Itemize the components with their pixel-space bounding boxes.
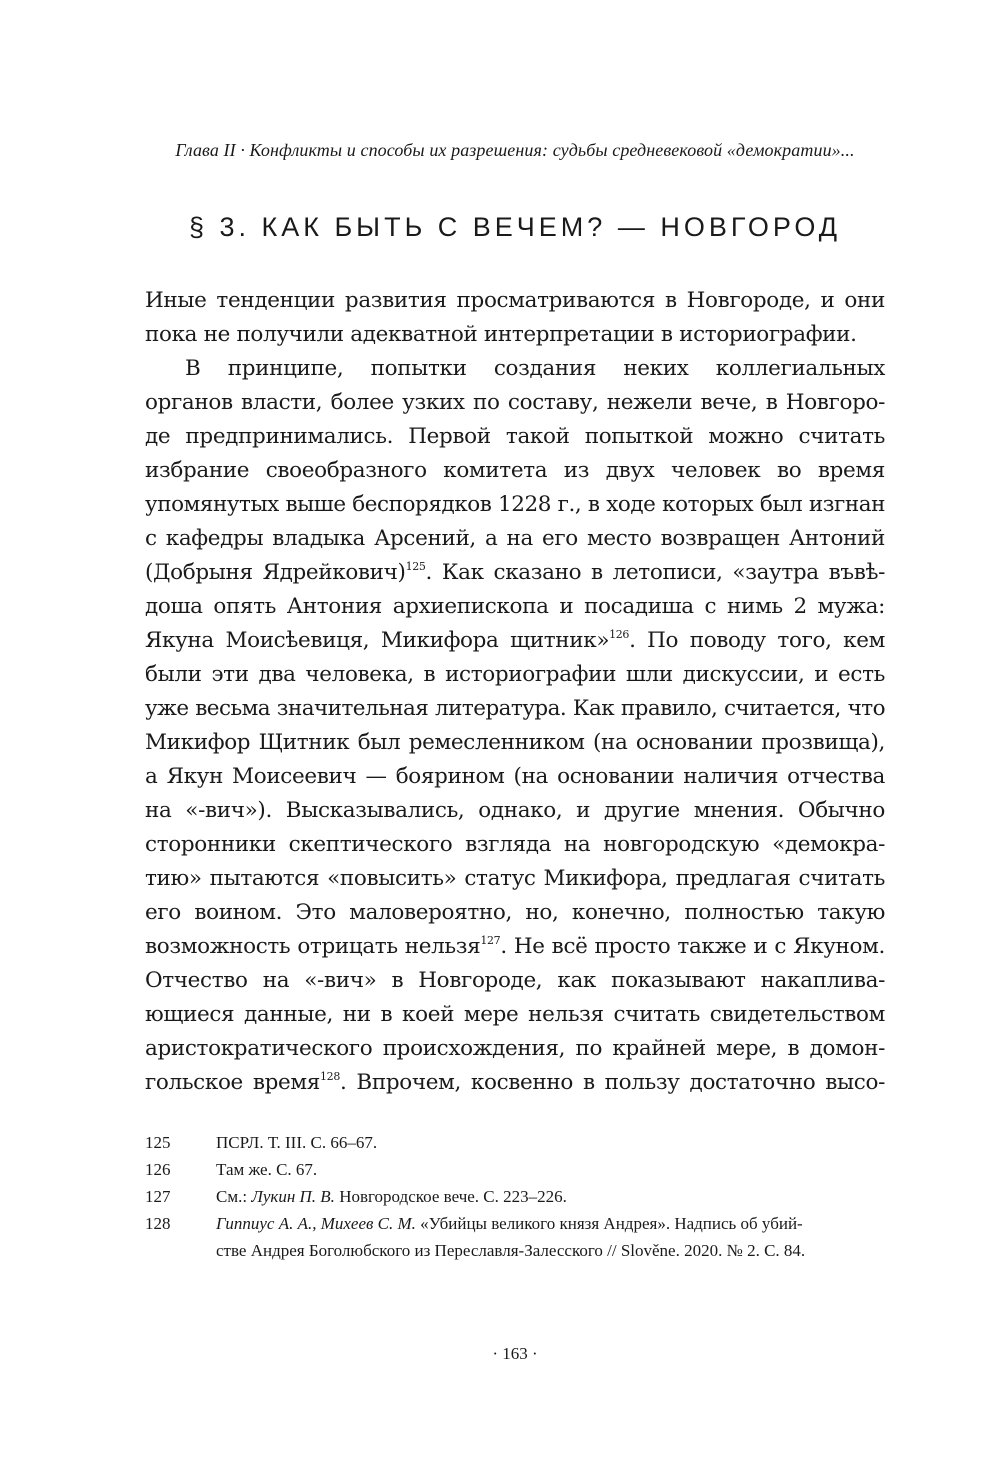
footnote-text: ПСРЛ. Т. III. С. 66–67. bbox=[216, 1133, 378, 1152]
footnote-ref-128[interactable]: 128 bbox=[320, 1070, 340, 1083]
footnote-text bbox=[216, 1183, 885, 1210]
page-number: · 163 · bbox=[492, 1344, 538, 1363]
footnote-prefix: См.: bbox=[216, 1187, 252, 1206]
text-line: на «-вич»). Высказывались, однако, и другие мнения. Обычно bbox=[145, 798, 885, 823]
footnote-source: Новгородское вече. С. 223–226. bbox=[334, 1187, 567, 1206]
text-line bbox=[145, 1066, 885, 1100]
text-segment: . Впрочем, косвенно в пользу достаточно высо- bbox=[339, 1070, 885, 1095]
text-line: доша опять Антония архиепископа и посадиша с нимь 2 мужа: bbox=[145, 594, 885, 619]
text-line bbox=[145, 556, 885, 590]
footnote-ref-127[interactable]: 127 bbox=[480, 934, 501, 947]
text-line: избрание своеобразного комитета из двух человек во время bbox=[145, 458, 885, 483]
footnote-number: 127 bbox=[145, 1187, 171, 1206]
text-line: с кафедры владыка Арсений, а на его место возвращен Антоний bbox=[145, 526, 885, 551]
text-segment: возможность отрицать нельзя bbox=[145, 934, 481, 959]
footnote-author: Гиппиус А. А., Михеев С. М. bbox=[216, 1214, 416, 1233]
running-head: Глава II · Конфликты и способы их разрешения: судьбы средневековой «демократии»... bbox=[175, 140, 855, 160]
footnote-author: Лукин П. В. bbox=[251, 1187, 335, 1206]
text-line: а Якун Моисеевич — боярином (на основании наличия отчества bbox=[145, 764, 885, 789]
text-line: органов власти, более узких по составу, нежели вече, в Новгоро- bbox=[145, 390, 885, 415]
body-text bbox=[145, 284, 885, 1100]
text-line: пока не получили адекватной интерпретации в историографии. bbox=[145, 322, 857, 347]
text-line: ющиеся данные, ни в коей мере нельзя считать свидетельством bbox=[145, 1002, 885, 1027]
footnote-ref-125[interactable]: 125 bbox=[405, 560, 426, 573]
text-line: были эти два человека, в историографии шли дискуссии, и есть bbox=[145, 662, 885, 687]
text-segment: гольское время bbox=[145, 1070, 321, 1095]
text-line: В принципе, попытки создания неких коллегиальных bbox=[185, 356, 885, 381]
text-line: аристократического происхождения, по крайней мере, в домон- bbox=[145, 1036, 885, 1061]
footnote bbox=[145, 1183, 885, 1210]
text-segment: . Не всё просто также и с Якуном. bbox=[500, 934, 885, 959]
footnote-number: 126 bbox=[145, 1160, 171, 1179]
text-line: Отчество на «-вич» в Новгороде, как показывают накаплива- bbox=[145, 968, 885, 993]
footnote-ref-126[interactable]: 126 bbox=[609, 628, 630, 641]
text-segment: . По поводу того, кем bbox=[629, 628, 885, 653]
text-line: его воином. Это маловероятно, но, конечно, полностью такую bbox=[145, 900, 885, 925]
footnote bbox=[145, 1129, 885, 1156]
text-line: уже весьма значительная литература. Как правило, считается, что bbox=[145, 696, 885, 721]
footnote-continuation: стве Андрея Боголюбского из Переславля-Залесского // Slověne. 2020. № 2. С. 84. bbox=[216, 1241, 806, 1260]
footnote-number: 125 bbox=[145, 1133, 171, 1152]
footnote-source: «Убийцы великого князя Андрея». Надпись об убий- bbox=[415, 1214, 803, 1233]
text-line: Иные тенденции развития просматриваются в Новгороде, и они bbox=[145, 288, 885, 313]
footnote-text bbox=[216, 1210, 885, 1264]
footnotes bbox=[145, 1129, 885, 1264]
text-segment: . Как сказано в летописи, «заутра въвѣ- bbox=[425, 560, 885, 585]
text-line: сторонники скептического взгляда на новгородскую «демокра- bbox=[145, 832, 885, 857]
text-line bbox=[145, 930, 885, 964]
section-title: § 3. КАК БЫТЬ С ВЕЧЕМ? — НОВГОРОД bbox=[188, 212, 842, 242]
text-line: Микифор Щитник был ремесленником (на основании прозвища), bbox=[145, 730, 885, 755]
text-line: упомянутых выше беспорядков 1228 г., в ходе которых был изгнан bbox=[145, 492, 885, 517]
footnote bbox=[145, 1210, 885, 1264]
footnote-text: Там же. С. 67. bbox=[216, 1160, 318, 1179]
text-line: де предпринимались. Первой такой попыткой можно считать bbox=[145, 424, 885, 449]
text-line bbox=[145, 624, 885, 658]
footnote-number: 128 bbox=[145, 1214, 171, 1233]
footnote bbox=[145, 1156, 885, 1183]
text-segment: Якуна Моисѣевиця, Микифора щитник» bbox=[145, 628, 610, 653]
text-line: тию» пытаются «повысить» статус Микифора, предлагая считать bbox=[145, 866, 885, 891]
text-segment: (Добрыня Ядрейкович) bbox=[145, 560, 406, 585]
